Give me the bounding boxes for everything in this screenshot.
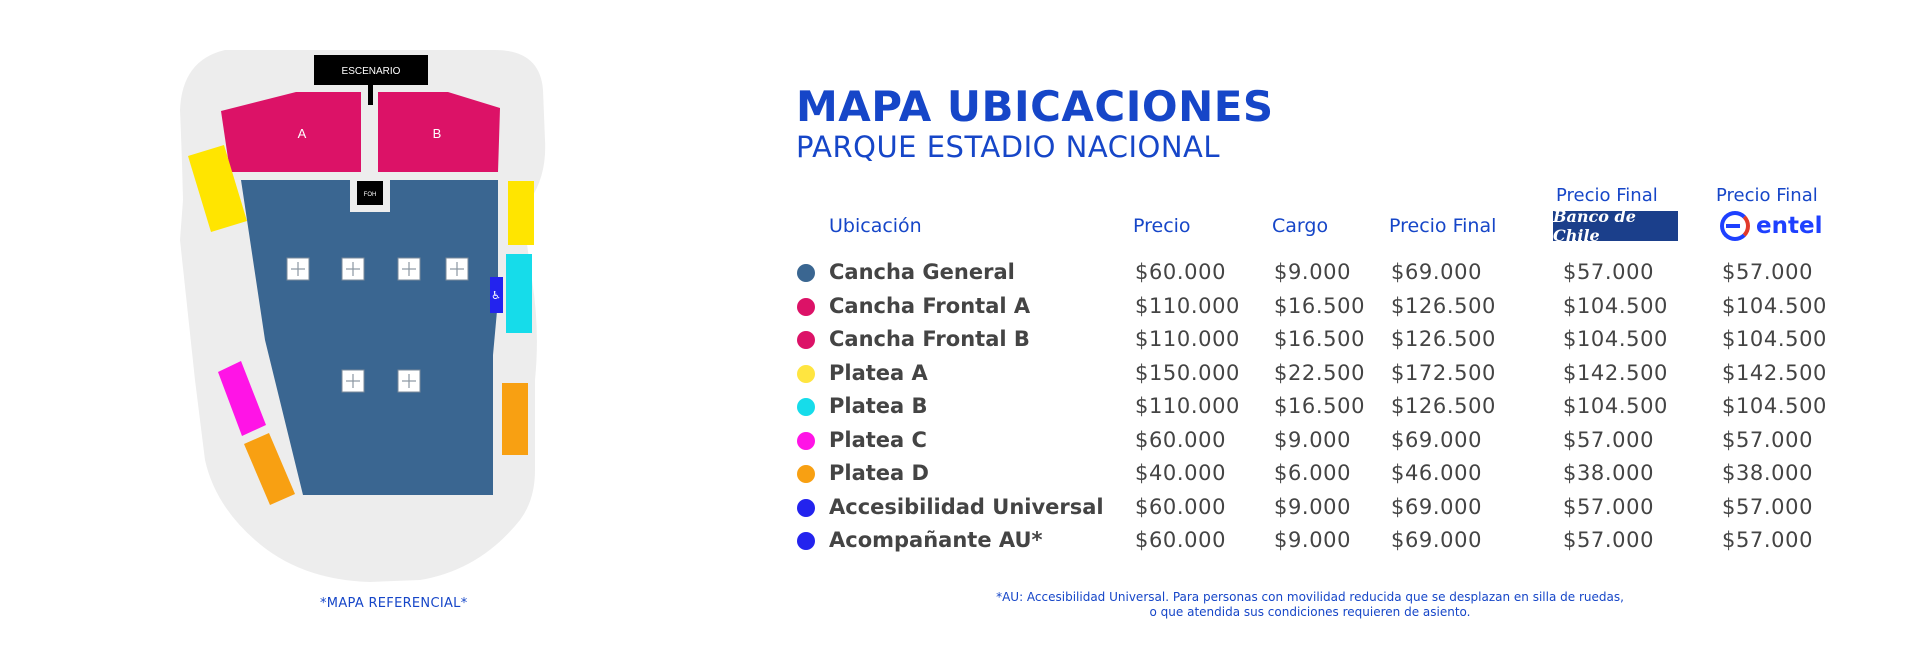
section-a-label: A [297, 126, 307, 141]
legend-dot [797, 365, 815, 383]
header-precio-final-banco: Precio Final [1556, 185, 1658, 206]
location-name: Platea A [829, 360, 928, 385]
entel-logo [1720, 210, 1822, 242]
entel-price-cell: $57.000 [1722, 494, 1814, 519]
banco-price-cell: $38.000 [1563, 461, 1655, 485]
final-price-cell: $69.000 [1391, 260, 1483, 284]
wheelchair-icon: ♿ [491, 289, 501, 302]
header-precio-final: Precio Final [1389, 215, 1497, 237]
price-cell: $60.000 [1135, 427, 1227, 452]
final-price-cell: $69.000 [1391, 427, 1483, 452]
price-cell: $60.000 [1135, 494, 1227, 519]
footnote [960, 590, 1660, 620]
banco-price-cell: $104.500 [1563, 394, 1669, 418]
banco-price-cell: $104.500 [1563, 327, 1669, 351]
price-cell: $60.000 [1135, 528, 1227, 552]
legend-dot [797, 298, 815, 316]
table-row [796, 459, 1856, 487]
venue-map-svg [0, 0, 760, 647]
header-cargo: Cargo [1272, 215, 1329, 237]
page-subtitle: PARQUE ESTADIO NACIONAL [796, 130, 1221, 164]
banco-price-cell: $57.000 [1563, 494, 1655, 519]
final-price-cell: $46.000 [1391, 461, 1483, 485]
section-platea-d-right[interactable] [502, 383, 528, 455]
charge-cell: $9.000 [1274, 427, 1352, 452]
footnote-line-1: *AU: Accesibilidad Universal. Para personas con movilidad reducida que se desplazan en silla de ruedas, [996, 590, 1624, 604]
page-title: MAPA UBICACIONES [796, 82, 1274, 131]
charge-cell: $16.500 [1274, 327, 1366, 351]
entel-logo-text: entel [1756, 213, 1823, 239]
table-row [796, 359, 1856, 387]
stage-label: ESCENARIO [341, 66, 401, 77]
entel-price-cell: $57.000 [1722, 528, 1814, 552]
location-name: Platea C [829, 427, 927, 452]
price-cell: $110.000 [1135, 327, 1241, 351]
banco-price-cell: $57.000 [1563, 260, 1655, 284]
location-name: Cancha Frontal A [829, 293, 1031, 318]
final-price-cell: $126.500 [1391, 327, 1497, 351]
location-name: Acompañante AU* [829, 528, 1043, 552]
header-precio: Precio [1133, 215, 1191, 237]
table-row [796, 426, 1856, 454]
final-price-cell: $69.000 [1391, 494, 1483, 519]
venue-map [0, 0, 760, 647]
legend-dot [797, 465, 815, 483]
entel-price-cell: $38.000 [1722, 461, 1814, 485]
final-price-cell: $69.000 [1391, 528, 1483, 552]
banco-price-cell: $57.000 [1563, 427, 1655, 452]
charge-cell: $9.000 [1274, 260, 1352, 284]
location-name: Platea D [829, 461, 929, 485]
entel-price-cell: $57.000 [1722, 427, 1814, 452]
banco-price-cell: $57.000 [1563, 528, 1655, 552]
legend-dot [797, 532, 815, 550]
final-price-cell: $126.500 [1391, 394, 1497, 418]
price-cell: $110.000 [1135, 293, 1241, 318]
price-cell: $150.000 [1135, 360, 1241, 385]
charge-cell: $9.000 [1274, 494, 1352, 519]
stage-runway [368, 85, 373, 105]
entel-price-cell: $142.500 [1722, 360, 1828, 385]
header-ubicacion: Ubicación [829, 215, 922, 237]
final-price-cell: $172.500 [1391, 360, 1497, 385]
banco-price-cell: $104.500 [1563, 293, 1669, 318]
legend-dot [797, 398, 815, 416]
table-row [796, 493, 1856, 521]
price-cell: $60.000 [1135, 260, 1227, 284]
map-referencial-note: *MAPA REFERENCIAL* [320, 596, 468, 611]
legend-dot [797, 264, 815, 282]
entel-e-icon [1720, 211, 1750, 241]
charge-cell: $22.500 [1274, 360, 1366, 385]
entel-price-cell: $104.500 [1722, 327, 1828, 351]
footnote-line-2: o que atendida sus condiciones requieren de asiento. [1149, 605, 1471, 619]
banco-price-cell: $142.500 [1563, 360, 1669, 385]
foh-label: FOH [363, 192, 377, 198]
table-row [796, 526, 1856, 554]
location-name: Cancha Frontal B [829, 327, 1030, 351]
price-cell: $40.000 [1135, 461, 1227, 485]
charge-cell: $9.000 [1274, 528, 1352, 552]
price-cell: $110.000 [1135, 394, 1241, 418]
location-name: Platea B [829, 394, 928, 418]
legend-dot [797, 331, 815, 349]
location-name: Cancha General [829, 260, 1015, 284]
table-row [796, 258, 1856, 286]
entel-price-cell: $57.000 [1722, 260, 1814, 284]
section-platea-a-right[interactable] [508, 181, 534, 245]
header-precio-final-entel: Precio Final [1716, 185, 1818, 206]
table-row [796, 392, 1856, 420]
charge-cell: $6.000 [1274, 461, 1352, 485]
final-price-cell: $126.500 [1391, 293, 1497, 318]
table-row [796, 292, 1856, 320]
entel-price-cell: $104.500 [1722, 394, 1828, 418]
legend-dot [797, 499, 815, 517]
section-platea-b[interactable] [506, 254, 532, 333]
section-b-label: B [432, 126, 442, 141]
charge-cell: $16.500 [1274, 394, 1366, 418]
banco-de-chile-logo: Banco de Chile [1553, 211, 1678, 241]
charge-cell: $16.500 [1274, 293, 1366, 318]
table-row [796, 325, 1856, 353]
legend-dot [797, 432, 815, 450]
location-name: Accesibilidad Universal [829, 494, 1104, 519]
entel-price-cell: $104.500 [1722, 293, 1828, 318]
